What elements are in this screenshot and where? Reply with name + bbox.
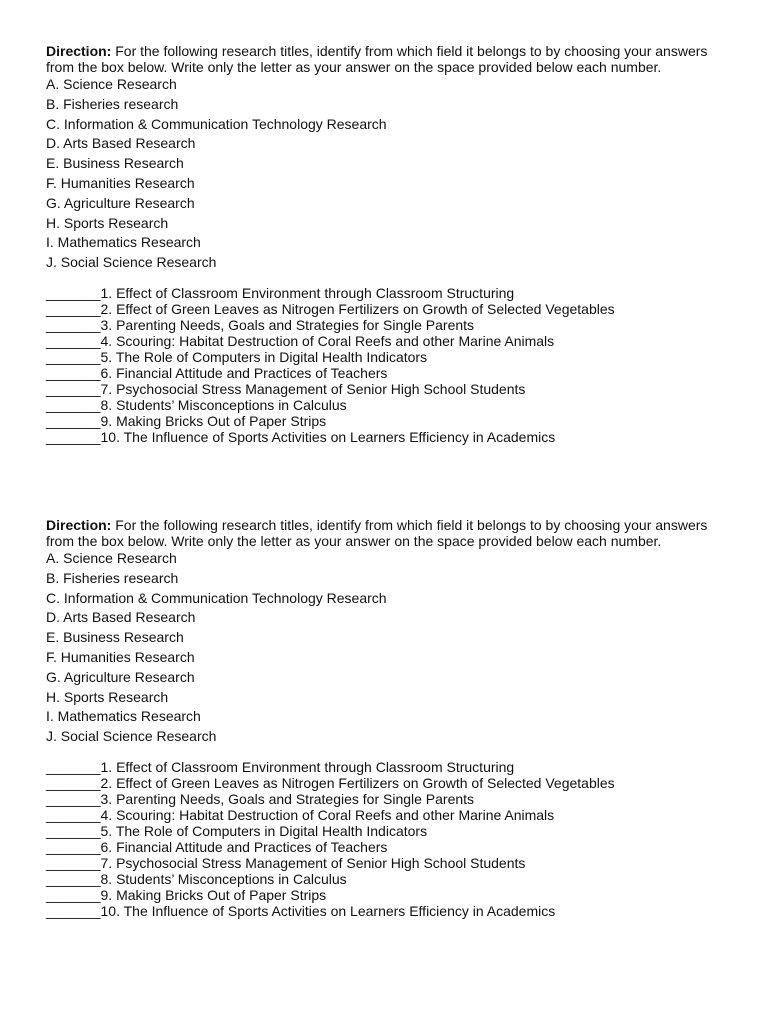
field-option: E. Business Research bbox=[46, 155, 184, 172]
field-option: J. Social Science Research bbox=[46, 728, 217, 745]
research-title-item: _______3. Parenting Needs, Goals and Strategies for Single Parents bbox=[46, 316, 475, 333]
research-title-item: _______3. Parenting Needs, Goals and Strategies for Single Parents bbox=[46, 790, 475, 807]
direction-text: For the following research titles, identify from which field it belongs to by choosing your answers from the box below. Write only the letter as your answer on the space provided below each number. bbox=[46, 517, 708, 549]
worksheet-section bbox=[46, 517, 716, 919]
research-title-item: _______6. Financial Attitude and Practices of Teachers bbox=[46, 364, 388, 381]
research-title-item: _______5. The Role of Computers in Digital Health Indicators bbox=[46, 822, 428, 839]
research-title-item: _______7. Psychosocial Stress Management of Senior High School Students bbox=[46, 380, 526, 397]
research-title-item: _______10. The Influence of Sports Activities on Learners Efficiency in Academics bbox=[46, 902, 556, 919]
field-option: D. Arts Based Research bbox=[46, 609, 196, 626]
field-option: H. Sports Research bbox=[46, 688, 169, 705]
research-title-item: _______6. Financial Attitude and Practices of Teachers bbox=[46, 838, 388, 855]
direction-paragraph bbox=[46, 517, 716, 549]
field-option: A. Science Research bbox=[46, 76, 177, 92]
field-option: G. Agriculture Research bbox=[46, 194, 195, 211]
research-title-item: _______2. Effect of Green Leaves as Nitrogen Fertilizers on Growth of Selected Vegetables bbox=[46, 774, 615, 791]
field-options-list bbox=[46, 75, 716, 273]
research-title-item: _______5. The Role of Computers in Digital Health Indicators bbox=[46, 348, 428, 365]
field-options-list bbox=[46, 549, 716, 747]
research-title-item: _______7. Psychosocial Stress Management of Senior High School Students bbox=[46, 854, 526, 871]
research-title-item: _______1. Effect of Classroom Environment through Classroom Structuring bbox=[46, 284, 515, 301]
direction-paragraph bbox=[46, 43, 716, 75]
direction-label: Direction: bbox=[46, 517, 112, 533]
direction-label: Direction: bbox=[46, 43, 112, 59]
research-title-item: _______10. The Influence of Sports Activities on Learners Efficiency in Academics bbox=[46, 428, 556, 445]
direction-text: For the following research titles, identify from which field it belongs to by choosing your answers from the box below. Write only the letter as your answer on the space provided below each number. bbox=[46, 43, 708, 75]
research-titles-list bbox=[46, 285, 716, 445]
research-title-item: _______8. Students’ Misconceptions in Calculus bbox=[46, 396, 347, 413]
field-option: A. Science Research bbox=[46, 550, 177, 566]
research-title-item: _______4. Scouring: Habitat Destruction of Coral Reefs and other Marine Animals bbox=[46, 806, 555, 823]
field-option: F. Humanities Research bbox=[46, 174, 195, 191]
research-title-item: _______1. Effect of Classroom Environment through Classroom Structuring bbox=[46, 758, 515, 775]
field-option: J. Social Science Research bbox=[46, 254, 217, 271]
research-title-item: _______4. Scouring: Habitat Destruction of Coral Reefs and other Marine Animals bbox=[46, 332, 555, 349]
field-option: F. Humanities Research bbox=[46, 648, 195, 665]
field-option: C. Information & Communication Technology Research bbox=[46, 589, 387, 606]
worksheet-section bbox=[46, 43, 716, 445]
field-option: B. Fisheries research bbox=[46, 95, 179, 112]
field-option: B. Fisheries research bbox=[46, 569, 179, 586]
field-option: C. Information & Communication Technology Research bbox=[46, 115, 387, 132]
research-title-item: _______9. Making Bricks Out of Paper Strips bbox=[46, 412, 327, 429]
field-option: I. Mathematics Research bbox=[46, 708, 201, 725]
research-title-item: _______2. Effect of Green Leaves as Nitrogen Fertilizers on Growth of Selected Vegetables bbox=[46, 300, 615, 317]
field-option: G. Agriculture Research bbox=[46, 668, 195, 685]
research-title-item: _______9. Making Bricks Out of Paper Strips bbox=[46, 886, 327, 903]
field-option: I. Mathematics Research bbox=[46, 234, 201, 251]
research-title-item: _______8. Students’ Misconceptions in Calculus bbox=[46, 870, 347, 887]
research-titles-list bbox=[46, 759, 716, 919]
field-option: H. Sports Research bbox=[46, 214, 169, 231]
field-option: D. Arts Based Research bbox=[46, 135, 196, 152]
field-option: E. Business Research bbox=[46, 629, 184, 646]
